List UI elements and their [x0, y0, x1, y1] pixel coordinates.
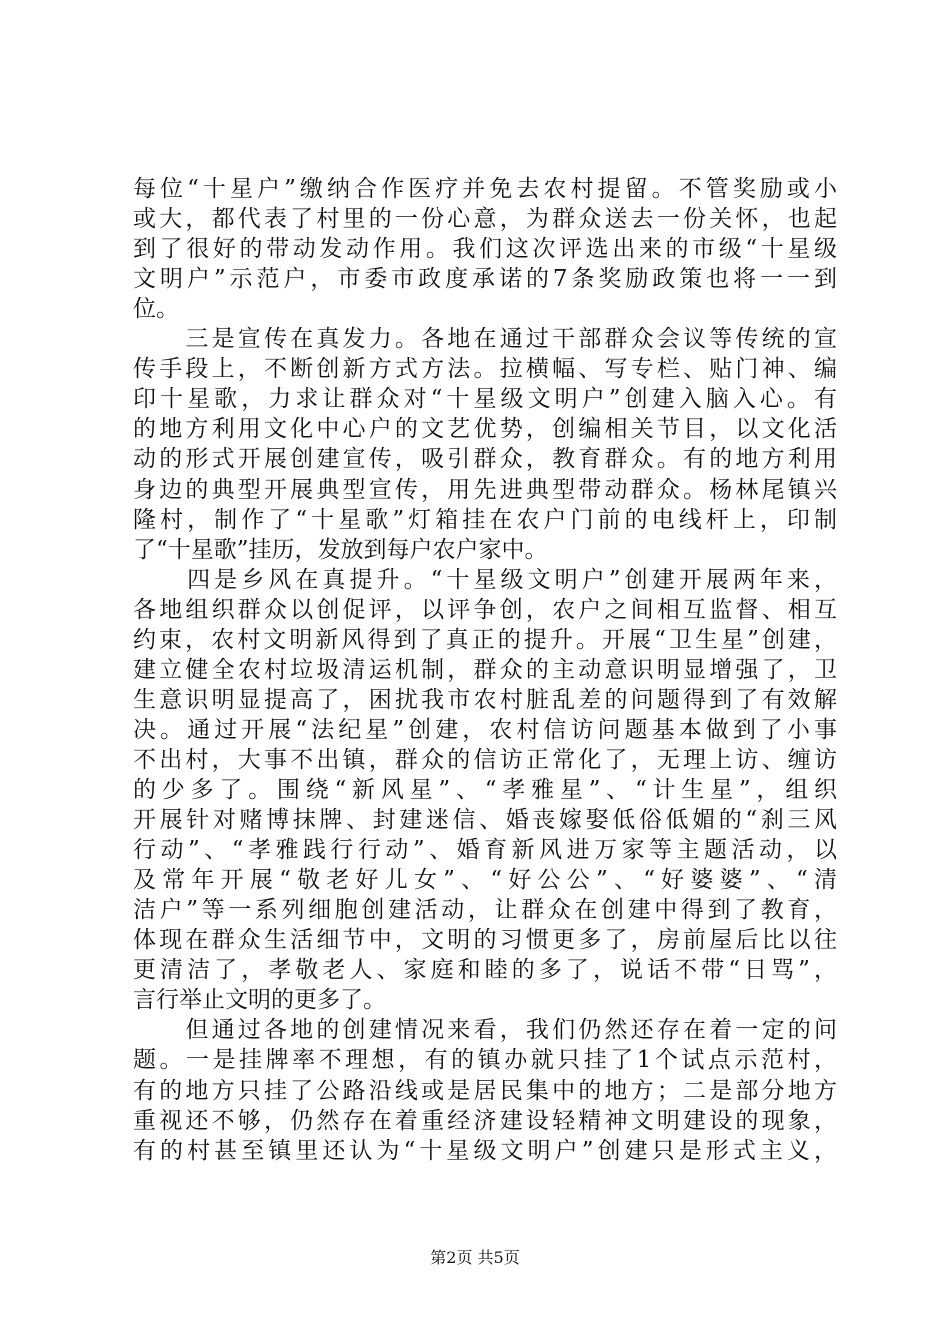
text-line: 的少多了。围绕“新风星”、“孝雅星”、“计生星”，组织 — [133, 777, 837, 803]
text-line: 每位“十星户”缴纳合作医疗并免去农村提留。不管奖励或小 — [133, 176, 837, 202]
text-line: 行动”、“孝雅践行行动”、婚育新风进万家等主题活动，以 — [133, 837, 837, 864]
text-line: 位。 — [133, 296, 179, 323]
text-line: 文明户”示范户，市委市政度承诺的7条奖励政策也将一一到 — [133, 266, 837, 293]
text-line: 有的村甚至镇里还认为“十星级文明户”创建只是形式主义， — [133, 1137, 837, 1164]
text-line: 重视还不够，仍然存在着重经济建设轻精神文明建设的现象， — [133, 1107, 837, 1134]
text-line: 不出村，大事不出镇，群众的信访正常化了，无理上访、缠访 — [133, 746, 837, 773]
text-line: 体现在群众生活细节中，文明的习惯更多了，房前屋后比以往 — [133, 927, 837, 954]
text-line: 三是宣传在真发力。各地在通过干部群众会议等传统的宣 — [133, 326, 837, 353]
text-line: 及常年开展“敬老好儿女”、“好公公”、“好婆婆”、“清 — [133, 867, 837, 894]
text-line: 决。通过开展“法纪星”创建，农村信访问题基本做到了小事 — [133, 716, 837, 743]
text-line: 约束，农村文明新风得到了真正的提升。开展“卫生星”创建， — [133, 626, 837, 653]
text-line: 生意识明显提高了，困扰我市农村脏乱差的问题得到了有效解 — [133, 686, 837, 713]
text-line: 身边的典型开展典型宣传，用先进典型带动群众。杨林尾镇兴 — [133, 476, 837, 503]
text-line: 的地方利用文化中心户的文艺优势，创编相关节目，以文化活 — [133, 416, 837, 443]
text-line: 但通过各地的创建情况来看，我们仍然还存在着一定的问 — [133, 1017, 837, 1044]
text-line: 建立健全农村垃圾清运机制，群众的主动意识明显增强了，卫 — [133, 656, 837, 683]
text-line: 传手段上，不断创新方式方法。拉横幅、写专栏、贴门神、编 — [133, 356, 837, 383]
text-line: 更清洁了，孝敬老人、家庭和睦的多了，说话不带“日骂”， — [133, 957, 837, 984]
text-line: 或大，都代表了村里的一份心意，为群众送去一份关怀，也起 — [133, 206, 837, 233]
text-line: 动的形式开展创建宣传，吸引群众，教育群众。有的地方利用 — [133, 446, 837, 473]
text-line: 言行举止文明的更多了。 — [133, 987, 386, 1014]
text-line: 了“十星歌”挂历，发放到每户农户家中。 — [133, 536, 548, 563]
text-line: 四是乡风在真提升。“十星级文明户”创建开展两年来， — [133, 566, 837, 593]
text-line: 到了很好的带动发动作用。我们这次评选出来的市级“十星级 — [133, 236, 837, 263]
text-line: 洁户”等一系列细胞创建活动，让群众在创建中得到了教育， — [133, 897, 837, 924]
text-line: 开展针对赌博抹牌、封建迷信、婚丧嫁娶低俗低媚的“刹三风 — [133, 807, 837, 834]
text-line: 隆村，制作了“十星歌”灯箱挂在农户门前的电线杆上，印制 — [133, 506, 837, 533]
text-line: 印十星歌，力求让群众对“十星级文明户”创建入脑入心。有 — [133, 386, 837, 413]
text-line: 题。一是挂牌率不理想，有的镇办就只挂了1个试点示范村， — [133, 1047, 837, 1074]
text-line: 有的地方只挂了公路沿线或是居民集中的地方；二是部分地方 — [133, 1077, 837, 1104]
page-footer: 第2页 共5页 — [430, 1248, 520, 1267]
text-line: 各地组织群众以创促评，以评争创，农户之间相互监督、相互 — [133, 596, 837, 623]
